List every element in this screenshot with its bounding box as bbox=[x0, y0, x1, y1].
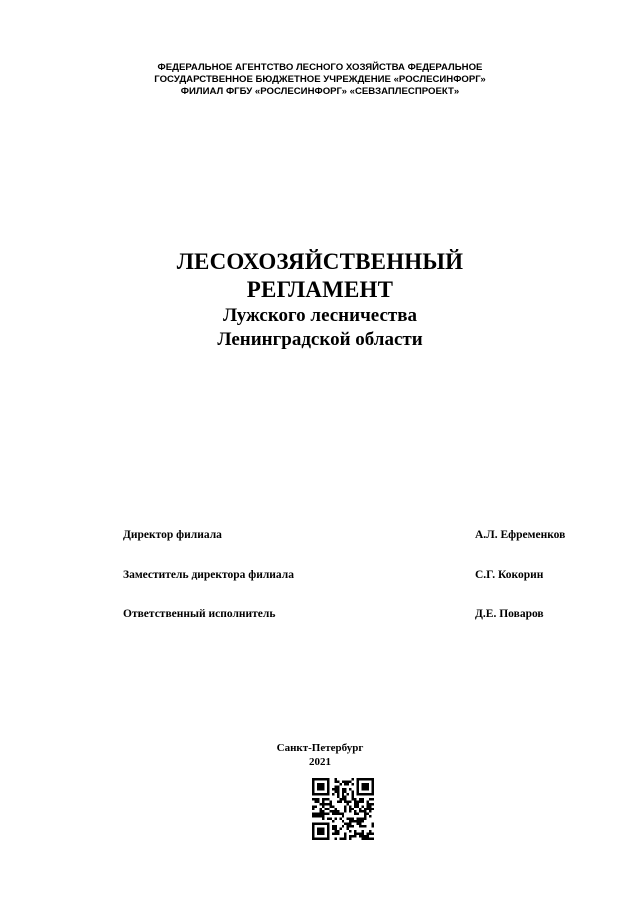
header-line-1: ФЕДЕРАЛЬНОЕ АГЕНТСТВО ЛЕСНОГО ХОЗЯЙСТВА ФЕДЕРАЛЬНОЕ bbox=[157, 62, 483, 73]
footer-city: Санкт-Петербург bbox=[276, 742, 364, 754]
signature-role: Директор филиала bbox=[123, 529, 222, 541]
footer-year: 2021 bbox=[309, 756, 331, 768]
title-line-4: Ленинградской области bbox=[217, 329, 423, 350]
signature-role: Заместитель директора филиала bbox=[123, 568, 294, 581]
qr-code-icon bbox=[312, 778, 374, 840]
signature-row bbox=[123, 529, 583, 569]
document-title bbox=[0, 248, 640, 352]
title-line-1: ЛЕСОХОЗЯЙСТВЕННЫЙ bbox=[176, 249, 464, 274]
signature-row bbox=[123, 569, 583, 609]
signature-name: А.Л. Ефременков bbox=[475, 529, 566, 541]
header-line-2: ГОСУДАРСТВЕННОЕ БЮДЖЕТНОЕ УЧРЕЖДЕНИЕ «РОСЛЕСИНФОРГ» bbox=[154, 74, 486, 85]
signature-row bbox=[123, 608, 583, 648]
document-footer bbox=[0, 741, 640, 769]
header-line-3: ФИЛИАЛ ФГБУ «РОСЛЕСИНФОРГ» «СЕВЗАПЛЕСПРОЕКТ» bbox=[180, 86, 460, 97]
signature-name: С.Г. Кокорин bbox=[475, 568, 544, 581]
signature-name: Д.Е. Поваров bbox=[475, 608, 544, 620]
signature-block bbox=[123, 529, 583, 648]
document-header bbox=[0, 62, 640, 98]
signature-role: Ответственный исполнитель bbox=[123, 608, 276, 620]
title-line-2: РЕГЛАМЕНТ bbox=[246, 277, 394, 302]
title-line-3: Лужского лесничества bbox=[223, 305, 417, 326]
